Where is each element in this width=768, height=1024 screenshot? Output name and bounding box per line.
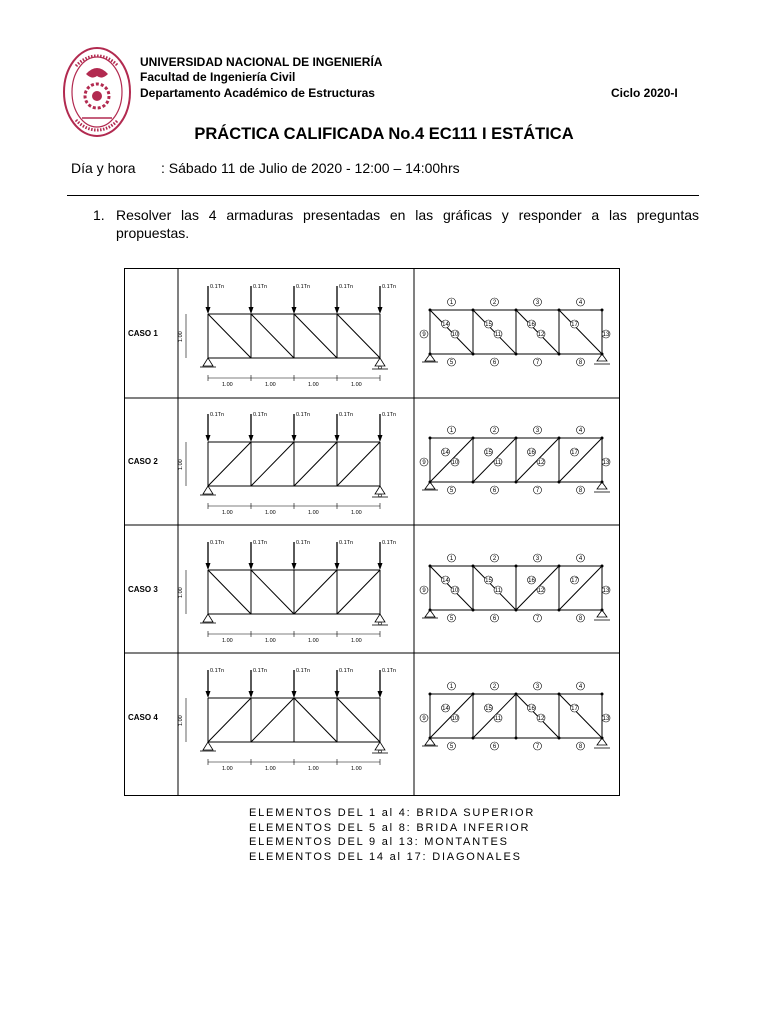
- node-dot: [429, 309, 432, 312]
- member-number: 9: [422, 588, 426, 595]
- member-number: 16: [528, 578, 535, 585]
- roller-wheel: [379, 366, 382, 369]
- roller-support: [375, 742, 385, 750]
- member-number: 1: [449, 428, 454, 435]
- member-number: 8: [578, 616, 583, 623]
- load-arrowhead: [249, 691, 254, 698]
- load-label: 0.1Tn: [210, 668, 225, 674]
- load-label: 0.1Tn: [382, 412, 397, 418]
- diagonal-member: [294, 698, 337, 742]
- span-label: 1.00: [351, 766, 362, 772]
- member-number: 11: [494, 716, 502, 723]
- node-dot: [472, 609, 475, 612]
- member-number: 7: [535, 360, 540, 367]
- load-label: 0.1Tn: [382, 668, 397, 674]
- load-arrowhead: [292, 691, 297, 698]
- load-label: 0.1Tn: [296, 284, 311, 290]
- member-number: 8: [578, 744, 583, 751]
- member-number: 3: [535, 300, 540, 307]
- case-label: CASO 3: [128, 585, 158, 594]
- diagonal-member: [337, 442, 380, 486]
- member-number: 12: [537, 460, 545, 467]
- span-label: 1.00: [351, 638, 362, 644]
- span-label: 1.00: [308, 510, 319, 516]
- span-label: 1.00: [222, 766, 233, 772]
- load-label: 0.1Tn: [339, 540, 354, 546]
- span-label: 1.00: [265, 766, 276, 772]
- case-label: CASO 2: [128, 457, 158, 466]
- diagonal-member: [559, 566, 602, 610]
- diagonal-member: [208, 314, 251, 358]
- member-number: 14: [442, 450, 449, 457]
- member-legend: [249, 806, 535, 864]
- member-number: 1: [449, 556, 454, 563]
- load-arrowhead: [206, 307, 211, 314]
- member-number: 3: [535, 684, 540, 691]
- height-label: 1.00: [178, 459, 184, 470]
- member-number: 2: [492, 428, 497, 435]
- diagonal-member: [337, 698, 380, 742]
- member-number: 7: [535, 616, 540, 623]
- node-dot: [558, 565, 561, 568]
- member-number: 12: [537, 588, 545, 595]
- member-number: 13: [602, 716, 610, 723]
- node-dot: [515, 481, 518, 484]
- member-number: 4: [578, 556, 583, 563]
- load-arrowhead: [249, 307, 254, 314]
- member-number: 6: [492, 488, 497, 495]
- schedule-row: [71, 160, 460, 176]
- member-number: 1: [449, 300, 454, 307]
- node-dot: [558, 353, 561, 356]
- question-item: [93, 206, 699, 242]
- member-number: 10: [451, 332, 459, 339]
- faculty-name: Facultad de Ingeniería Civil: [140, 70, 296, 84]
- load-label: 0.1Tn: [253, 668, 268, 674]
- member-number: 9: [422, 460, 426, 467]
- member-number: 17: [571, 450, 578, 457]
- node-dot: [472, 437, 475, 440]
- member-number: 16: [528, 450, 535, 457]
- member-number: 15: [485, 322, 492, 329]
- diagonal-member: [251, 698, 294, 742]
- span-label: 1.00: [308, 638, 319, 644]
- member-number: 5: [449, 360, 454, 367]
- load-label: 0.1Tn: [339, 284, 354, 290]
- member-number: 16: [528, 706, 535, 713]
- height-label: 1.00: [178, 331, 184, 342]
- member-number: 15: [485, 706, 492, 713]
- load-label: 0.1Tn: [210, 540, 225, 546]
- node-dot: [429, 693, 432, 696]
- member-number: 14: [442, 322, 449, 329]
- member-number: 2: [492, 300, 497, 307]
- member-number: 17: [571, 706, 578, 713]
- member-number: 7: [535, 488, 540, 495]
- question-number: 1.: [93, 207, 105, 223]
- diagonal-member: [559, 310, 602, 354]
- member-number: 9: [422, 332, 426, 339]
- node-dot: [515, 353, 518, 356]
- member-number: 10: [451, 588, 459, 595]
- node-dot: [515, 565, 518, 568]
- member-number: 14: [442, 706, 449, 713]
- node-dot: [558, 481, 561, 484]
- diagonal-member: [337, 314, 380, 358]
- member-number: 10: [451, 716, 459, 723]
- roller-support: [375, 358, 385, 366]
- node-dot: [472, 481, 475, 484]
- case-label: CASO 4: [128, 713, 158, 722]
- roller-wheel: [379, 494, 382, 497]
- load-label: 0.1Tn: [210, 284, 225, 290]
- diagonal-member: [294, 442, 337, 486]
- load-label: 0.1Tn: [382, 540, 397, 546]
- member-number: 6: [492, 744, 497, 751]
- load-label: 0.1Tn: [339, 668, 354, 674]
- node-dot: [515, 693, 518, 696]
- member-number: 1: [449, 684, 454, 691]
- node-dot: [472, 737, 475, 740]
- member-number: 4: [578, 300, 583, 307]
- node-dot: [515, 609, 518, 612]
- load-arrowhead: [249, 435, 254, 442]
- node-dot: [429, 437, 432, 440]
- load-arrowhead: [292, 563, 297, 570]
- span-label: 1.00: [351, 510, 362, 516]
- question-text: Resolver las 4 armaduras presentadas en las gráficas y responder a las preguntas propuestas.: [116, 207, 699, 241]
- load-arrowhead: [378, 691, 383, 698]
- load-arrowhead: [335, 563, 340, 570]
- legend-line: ELEMENTOS DEL 14 al 17: DIAGONALES: [249, 850, 522, 863]
- member-number: 6: [492, 616, 497, 623]
- load-arrowhead: [335, 435, 340, 442]
- roller-support: [375, 614, 385, 622]
- member-number: 3: [535, 428, 540, 435]
- diagonal-member: [294, 314, 337, 358]
- schedule-value: : Sábado 11 de Julio de 2020 - 12:00 – 14:00hrs: [161, 160, 460, 176]
- span-label: 1.00: [308, 766, 319, 772]
- member-number: 4: [578, 684, 583, 691]
- load-arrowhead: [206, 435, 211, 442]
- member-number: 11: [494, 588, 502, 595]
- span-label: 1.00: [222, 382, 233, 388]
- member-number: 12: [537, 332, 545, 339]
- header-divider: [67, 195, 699, 196]
- member-number: 7: [535, 744, 540, 751]
- load-arrowhead: [378, 307, 383, 314]
- roller-wheel: [379, 750, 382, 753]
- pin-support: [203, 614, 213, 622]
- node-dot: [558, 737, 561, 740]
- legend-line: ELEMENTOS DEL 1 al 4: BRIDA SUPERIOR: [249, 807, 536, 819]
- node-dot: [472, 565, 475, 568]
- truss-figure: [124, 268, 620, 865]
- schedule-label: Día y hora: [71, 160, 136, 176]
- load-arrowhead: [378, 435, 383, 442]
- member-number: 12: [537, 716, 545, 723]
- member-number: 6: [492, 360, 497, 367]
- member-number: 5: [449, 616, 454, 623]
- node-dot: [601, 437, 604, 440]
- height-label: 1.00: [178, 587, 184, 598]
- span-label: 1.00: [222, 510, 233, 516]
- member-number: 5: [449, 488, 454, 495]
- diagonal-member: [208, 698, 251, 742]
- legend-line: ELEMENTOS DEL 5 al 8: BRIDA INFERIOR: [249, 821, 531, 834]
- member-number: 13: [602, 332, 610, 339]
- node-dot: [472, 353, 475, 356]
- diagonal-member: [251, 442, 294, 486]
- load-label: 0.1Tn: [296, 668, 311, 674]
- load-label: 0.1Tn: [253, 284, 268, 290]
- diagonal-member: [251, 570, 294, 614]
- node-dot: [472, 309, 475, 312]
- member-number: 10: [451, 460, 459, 467]
- load-label: 0.1Tn: [253, 540, 268, 546]
- roller-wheel: [379, 622, 382, 625]
- legend-line: ELEMENTOS DEL 9 al 13: MONTANTES: [249, 836, 509, 848]
- member-number: 11: [494, 460, 502, 467]
- member-number: 15: [485, 578, 492, 585]
- diagonal-member: [251, 314, 294, 358]
- cycle-label: Ciclo 2020-I: [611, 86, 678, 100]
- diagonal-member: [559, 694, 602, 738]
- member-number: 11: [494, 332, 502, 339]
- span-label: 1.00: [222, 638, 233, 644]
- member-number: 16: [528, 322, 535, 329]
- member-number: 9: [422, 716, 426, 723]
- figure-frame: [125, 269, 620, 796]
- pin-support: [203, 742, 213, 750]
- member-number: 14: [442, 578, 449, 585]
- node-dot: [601, 565, 604, 568]
- member-number: 8: [578, 488, 583, 495]
- pin-support: [203, 486, 213, 494]
- load-arrowhead: [206, 563, 211, 570]
- load-label: 0.1Tn: [382, 284, 397, 290]
- height-label: 1.00: [178, 715, 184, 726]
- member-number: 15: [485, 450, 492, 457]
- member-number: 17: [571, 578, 578, 585]
- department-name: Departamento Académico de Estructuras: [140, 86, 375, 100]
- roller-support: [375, 486, 385, 494]
- diagonal-member: [208, 442, 251, 486]
- node-dot: [601, 309, 604, 312]
- pin-support: [203, 358, 213, 366]
- load-label: 0.1Tn: [296, 540, 311, 546]
- member-number: 13: [602, 460, 610, 467]
- load-arrowhead: [249, 563, 254, 570]
- load-arrowhead: [292, 307, 297, 314]
- load-label: 0.1Tn: [253, 412, 268, 418]
- member-number: 13: [602, 588, 610, 595]
- span-label: 1.00: [265, 510, 276, 516]
- load-arrowhead: [292, 435, 297, 442]
- exam-title: PRÁCTICA CALIFICADA No.4 EC111 I ESTÁTICA: [194, 125, 574, 143]
- load-label: 0.1Tn: [296, 412, 311, 418]
- load-label: 0.1Tn: [210, 412, 225, 418]
- load-arrowhead: [335, 307, 340, 314]
- case-label: CASO 1: [128, 329, 158, 338]
- member-number: 8: [578, 360, 583, 367]
- node-dot: [429, 565, 432, 568]
- load-arrowhead: [206, 691, 211, 698]
- diagonal-member: [208, 570, 251, 614]
- load-arrowhead: [335, 691, 340, 698]
- node-dot: [558, 609, 561, 612]
- node-dot: [515, 437, 518, 440]
- span-label: 1.00: [265, 382, 276, 388]
- member-number: 5: [449, 744, 454, 751]
- member-number: 2: [492, 556, 497, 563]
- diagonal-member: [294, 570, 337, 614]
- university-name: UNIVERSIDAD NACIONAL DE INGENIERÍA: [140, 55, 383, 69]
- node-dot: [558, 693, 561, 696]
- node-dot: [601, 693, 604, 696]
- node-dot: [515, 737, 518, 740]
- span-label: 1.00: [351, 382, 362, 388]
- span-label: 1.00: [308, 382, 319, 388]
- span-label: 1.00: [265, 638, 276, 644]
- node-dot: [472, 693, 475, 696]
- member-number: 2: [492, 684, 497, 691]
- load-arrowhead: [378, 563, 383, 570]
- node-dot: [515, 309, 518, 312]
- member-number: 4: [578, 428, 583, 435]
- load-label: 0.1Tn: [339, 412, 354, 418]
- node-dot: [558, 309, 561, 312]
- diagonal-member: [559, 438, 602, 482]
- member-number: 3: [535, 556, 540, 563]
- member-number: 17: [571, 322, 578, 329]
- node-dot: [558, 437, 561, 440]
- diagonal-member: [337, 570, 380, 614]
